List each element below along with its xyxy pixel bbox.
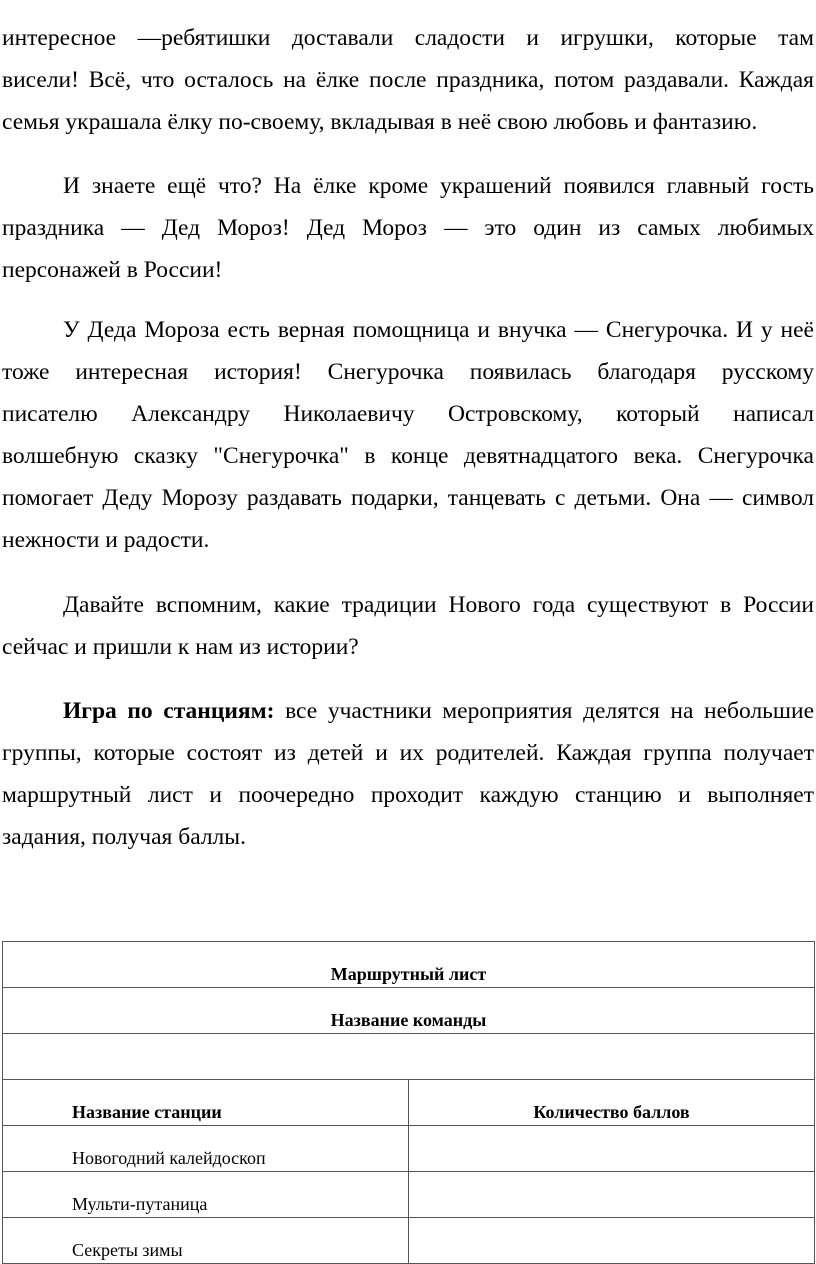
text-line: волшебную сказку "Снегурочка" в конце девятнадцатого века. Снегурочка — [2, 443, 814, 469]
text-line: И знаете ещё что? На ёлке кроме украшений появился главный гость — [63, 173, 814, 199]
text-line: висели! Всё, что осталось на ёлке после праздника, потом раздавали. Каждая — [2, 67, 814, 93]
paragraph — [2, 584, 814, 668]
paragraph — [2, 309, 814, 561]
points-column-header: Количество баллов — [409, 1080, 815, 1126]
bold-lead: Игра по станциям: — [63, 698, 275, 724]
team-name-label: Название команды — [3, 988, 815, 1034]
text-line: сейчас и пришли к нам из истории? — [2, 634, 359, 660]
route-sheet-table — [2, 941, 815, 1264]
points-cell[interactable] — [409, 1172, 815, 1218]
table-row — [3, 1218, 815, 1264]
table-row — [3, 1172, 815, 1218]
table-title: Маршрутный лист — [3, 942, 815, 988]
table-row — [3, 1126, 815, 1172]
station-name: Новогодний калейдоскоп — [3, 1126, 409, 1172]
paragraph — [2, 165, 814, 291]
text-line: праздника — Дед Мороз! Дед Мороз — это один из самых любимых — [2, 215, 814, 241]
text-line: маршрутный лист и поочередно проходит каждую станцию и выполняет — [2, 782, 814, 808]
points-cell[interactable] — [409, 1218, 815, 1264]
text-line: писателю Александру Николаевичу Островскому, который написал — [2, 401, 814, 427]
text-line: персонажей в России! — [2, 257, 223, 283]
station-name: Мульти-путаница — [3, 1172, 409, 1218]
text-line: тоже интересная история! Снегурочка появилась благодаря русскому — [2, 359, 814, 385]
station-column-header: Название станции — [3, 1080, 409, 1126]
station-name: Секреты зимы — [3, 1218, 409, 1264]
text-line: помогает Деду Морозу раздавать подарки, танцевать с детьми. Она — символ — [2, 485, 814, 511]
points-cell[interactable] — [409, 1126, 815, 1172]
text-line: интересное —ребятишки доставали сладости и игрушки, которые там — [2, 25, 814, 51]
text-line: Давайте вспомним, какие традиции Нового года существуют в России — [63, 592, 814, 618]
text-line: семья украшала ёлку по-своему, вкладывая в неё свою любовь и фантазию. — [2, 109, 758, 135]
text-line: нежности и радости. — [2, 527, 210, 553]
team-name-cell[interactable] — [3, 1034, 815, 1080]
text-line: Игра по станциям: все участники мероприятия делятся на небольшие — [63, 698, 814, 724]
text-line: задания, получая баллы. — [2, 824, 246, 850]
paragraph — [2, 690, 814, 858]
text-line: У Деда Мороза есть верная помощница и внучка — Снегурочка. И у неё — [63, 317, 814, 343]
text-line: группы, которые состоят из детей и их родителей. Каждая группа получает — [2, 740, 814, 766]
paragraph — [2, 17, 814, 143]
